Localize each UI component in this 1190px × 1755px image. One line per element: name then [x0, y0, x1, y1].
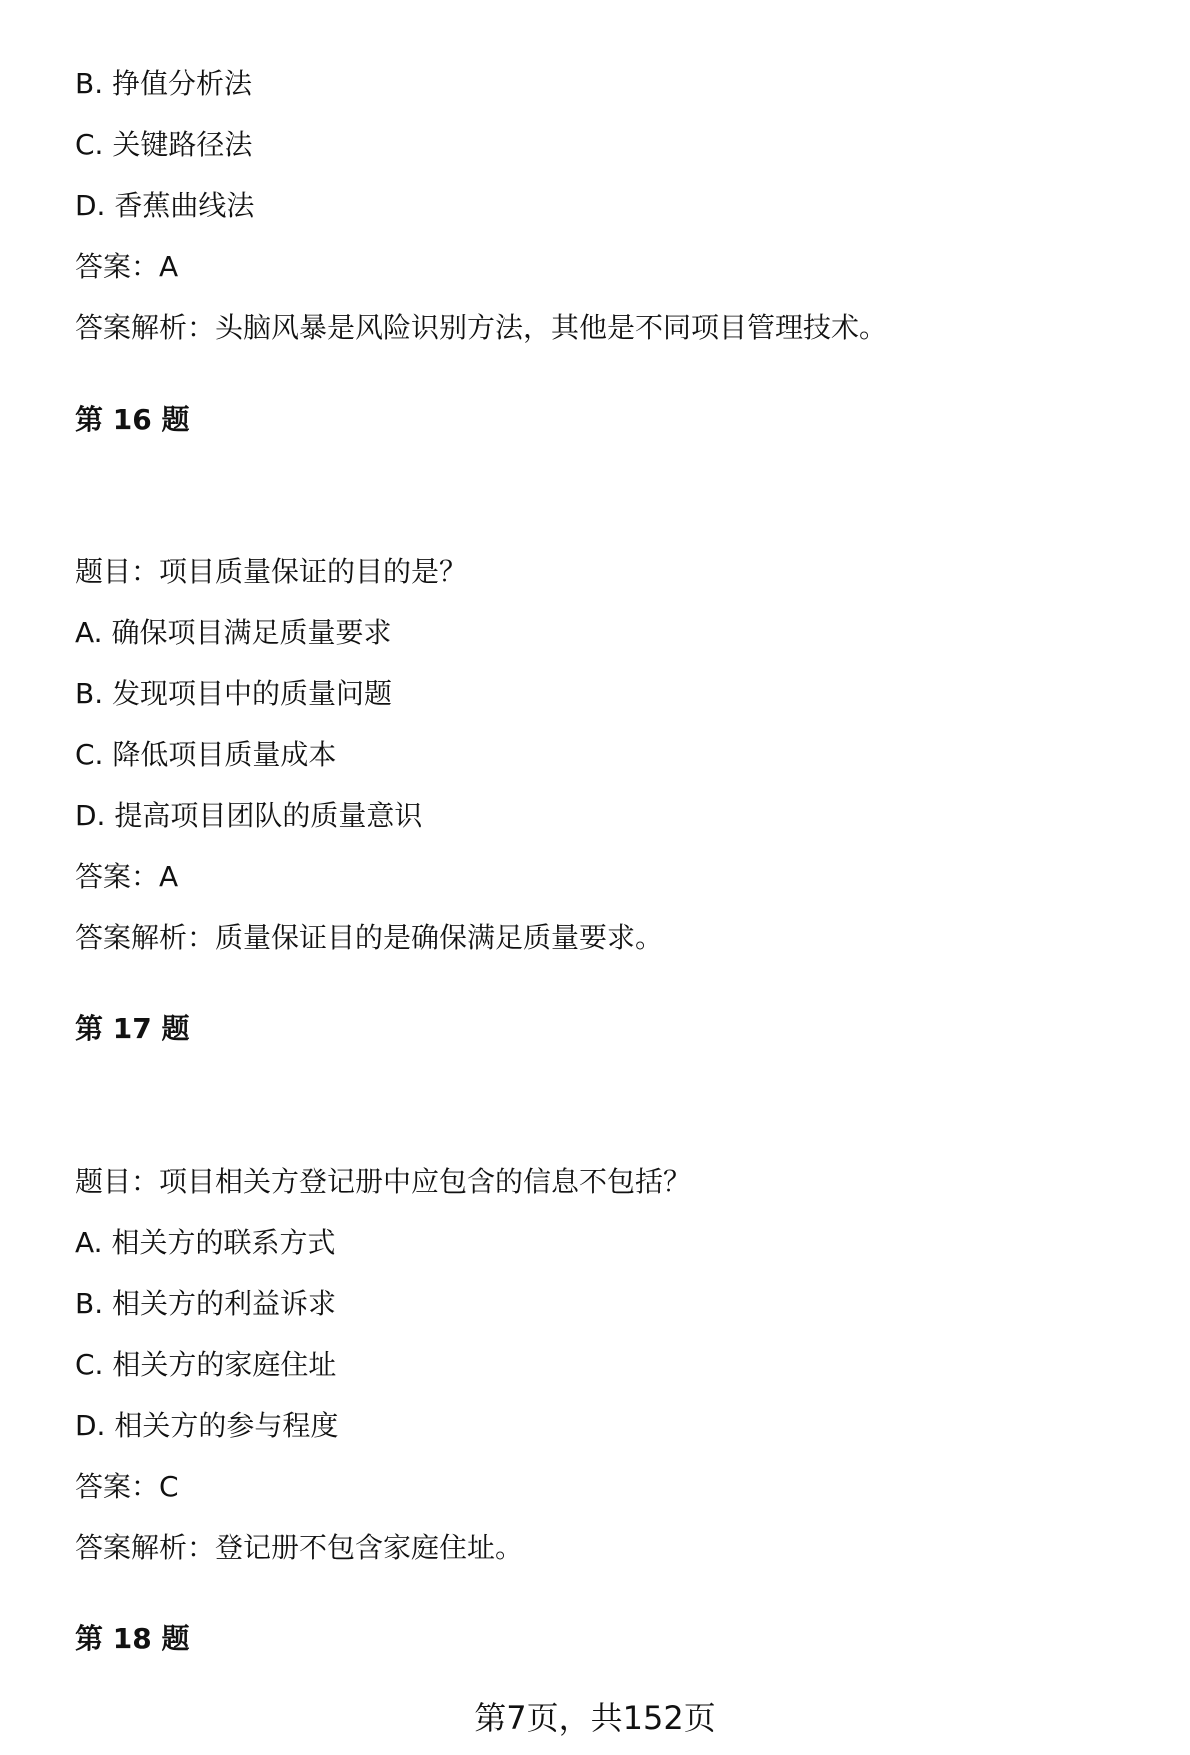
- q16-option-d: D. 提高项目团队的质量意识: [75, 799, 423, 832]
- q17-question: 题目：项目相关方登记册中应包含的信息不包括？: [75, 1165, 692, 1198]
- q15-option-b: B. 挣值分析法: [75, 67, 253, 100]
- q16-question: 题目：项目质量保证的目的是？: [75, 555, 468, 588]
- q15-option-d: D. 香蕉曲线法: [75, 189, 255, 222]
- q16-explanation: 答案解析：质量保证目的是确保满足质量要求。: [75, 921, 664, 954]
- q16-option-c: C. 降低项目质量成本: [75, 738, 337, 771]
- q16-heading: 第 16 题: [75, 403, 190, 436]
- q16-answer: 答案：A: [75, 860, 179, 893]
- q17-heading: 第 17 题: [75, 1012, 190, 1045]
- q15-option-c: C. 关键路径法: [75, 128, 253, 161]
- q17-option-a: A. 相关方的联系方式: [75, 1226, 336, 1259]
- q17-option-b: B. 相关方的利益诉求: [75, 1287, 337, 1320]
- q16-option-b: B. 发现项目中的质量问题: [75, 677, 393, 710]
- q17-answer: 答案：C: [75, 1470, 179, 1503]
- q18-heading: 第 18 题: [75, 1622, 190, 1655]
- q16-option-a: A. 确保项目满足质量要求: [75, 616, 392, 649]
- q15-answer: 答案：A: [75, 250, 179, 283]
- page-number: 第7页，共152页: [474, 1699, 716, 1737]
- q17-option-c: C. 相关方的家庭住址: [75, 1348, 337, 1381]
- q15-explanation: 答案解析：头脑风暴是风险识别方法，其他是不同项目管理技术。: [75, 311, 888, 344]
- q17-option-d: D. 相关方的参与程度: [75, 1409, 339, 1442]
- q17-explanation: 答案解析：登记册不包含家庭住址。: [75, 1531, 524, 1564]
